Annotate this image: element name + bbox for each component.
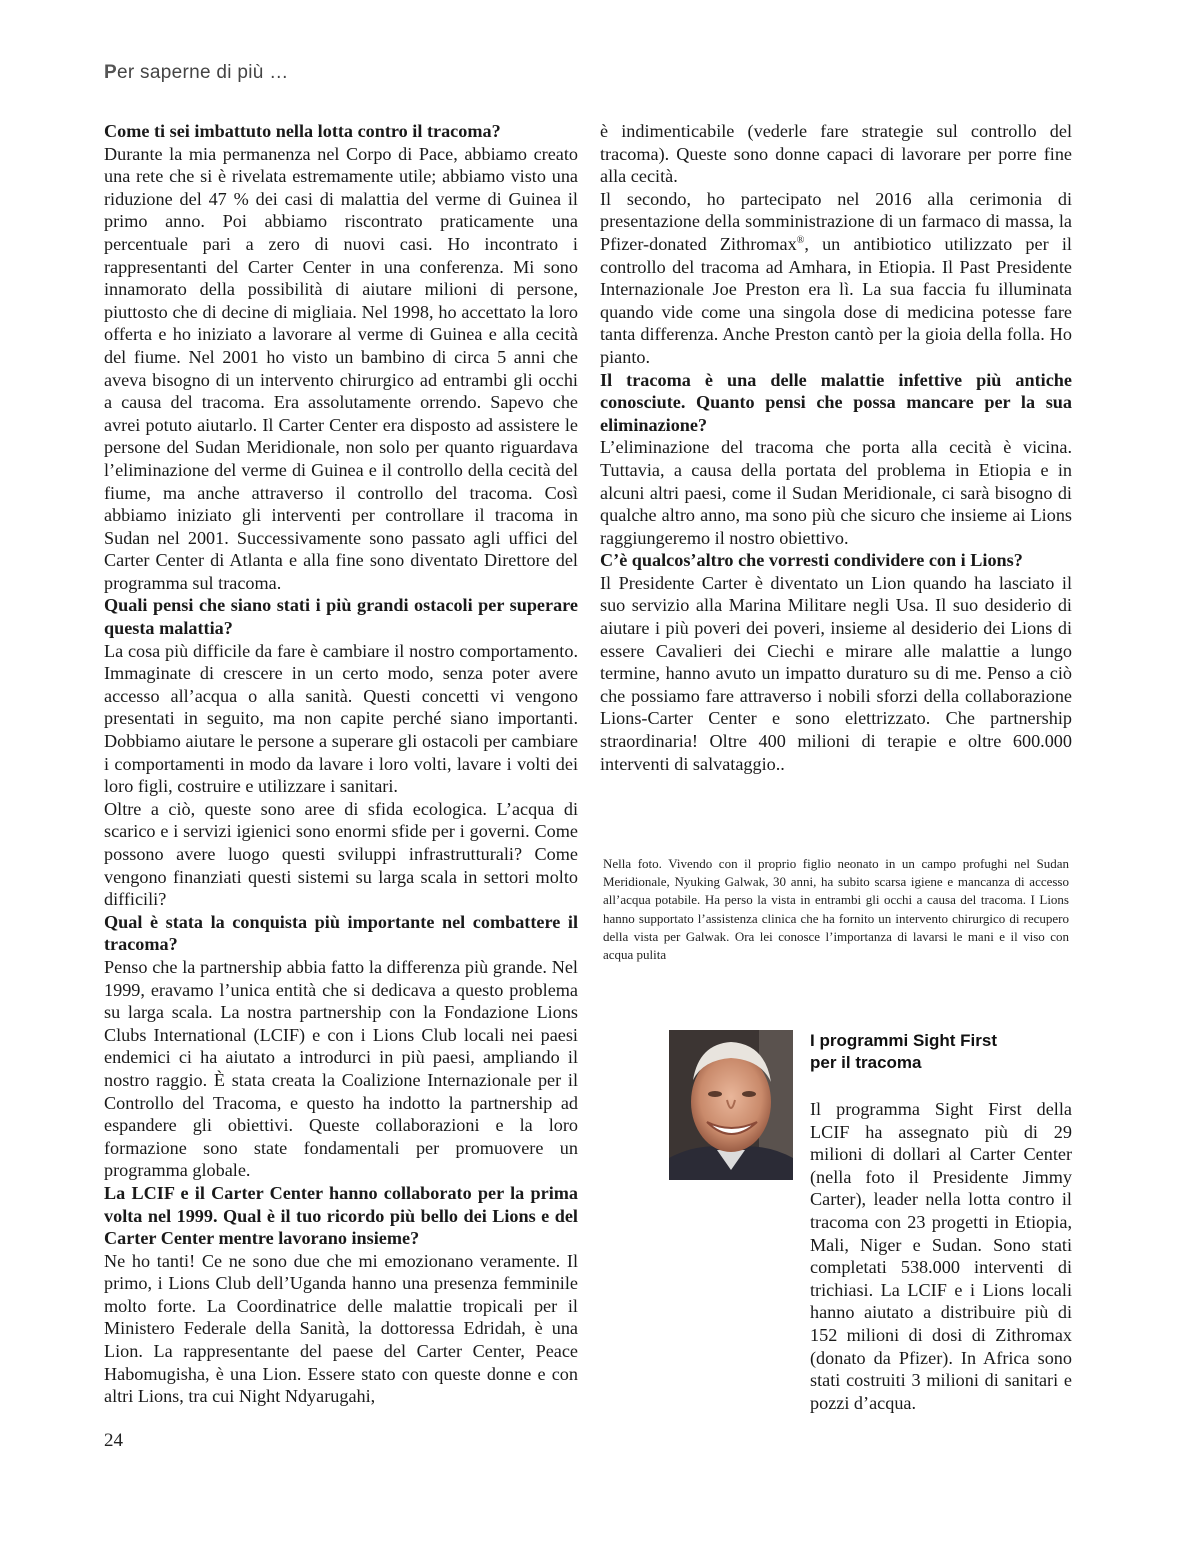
header-text: er saperne di più …	[116, 62, 289, 83]
running-header	[104, 62, 289, 84]
question-4: La LCIF e il Carter Center hanno collaborato per la prima volta nel 1999. Qual è il tuo ricordo più bello dei Lions e del Carter Center mentre lavorano insieme?	[104, 1182, 578, 1249]
sidebar-title	[810, 1030, 1070, 1074]
registered-mark: ®	[796, 234, 805, 246]
sidebar-title-line-2: per il tracoma	[810, 1053, 922, 1072]
photo-caption: Nella foto. Vivendo con il proprio figlio neonato in un campo profughi nel Sudan Meridionale, Nyuking Galwak, 30 anni, ha subito scarsa igiene e mancanza di accesso all’acqua potabile. Ha perso la vista in entrambi gli occhi a causa del tracoma. I Lions hanno supportato l’assistenza clinica che ha fornito un intervento chirurgico di recupero della vista per Galwak. Ora lei conosce l’importanza di lavarsi le mani e il viso con acqua pulita	[603, 856, 1069, 963]
question-2: Quali pensi che siano stati i più grandi ostacoli per superare questa malattia?	[104, 595, 578, 639]
question-3: Qual è stata la conquista più importante nel combattere il tracoma?	[104, 911, 578, 955]
left-column	[104, 120, 578, 1408]
answer-2a: La cosa più difficile da fare è cambiare il nostro comportamento. Immaginate di crescere in un certo modo, senza poter avere accesso all’acqua o alla sanità. Questi concetti vi vengono presentati in seguito, ma non capite perché siano importanti. Dobbiamo aiutare le persone a superare gli ostacoli per cambiare i comportamenti in modo da lavare i loro volti, lavare i volti dei loro figli, costruire e utilizzare i sanitari.	[104, 640, 578, 797]
header-initial: P	[104, 62, 117, 83]
answer-4: Ne ho tanti! Ce ne sono due che mi emozionano veramente. Il primo, i Lions Club dell’Uganda hanno una presenza femminile molto forte. La Coordinatrice delle malattie tropicali per il Ministero Federale della Sanità, la dottoressa Edridah, è una Lion. La rappresentante del paese del Carter Center, Peace Habomugisha, è una Lion. Essere stato con queste donne e con altri Lions, tra cui Night Ndyarugahi,	[104, 1250, 578, 1407]
question-5: Il tracoma è una delle malattie infettive più antiche conosciute. Quanto pensi che possa mancare per la sua eliminazione?	[600, 369, 1072, 435]
answer-6: Il Presidente Carter è diventato un Lion quando ha lasciato il suo servizio alla Marina Militare negli Usa. Il suo desiderio di aiutare i più poveri dei poveri, insieme al desiderio dei Lions di essere Cavalieri dei Ciechi e mirare alle malattie a lungo termine, hanno avuto un impatto duraturo su di me. Penso a ciò che possiamo fare attraverso i nobili sforzi della collaborazione Lions-Carter Center e sono elettrizzato. Che partnership straordinaria! Oltre 400 milioni di terapie e oltre 600.000 interventi di salvataggio..	[600, 572, 1072, 774]
question-6: C’è qualcos’altro che vorresti condividere con i Lions?	[600, 550, 1023, 571]
sidebar-title-line-1: I programmi Sight First	[810, 1031, 998, 1050]
answer-1: Durante la mia permanenza nel Corpo di Pace, abbiamo creato una rete che si è rivelata estremamente utile; abbiamo visto una riduzione del 47 % dei casi di malattia del verme di Guinea il primo anno. Poi abbiamo riscontrato praticamente una percentuale pari a zero di nuovi casi. Ho incontrato i rappresentanti del Carter Center in una conferenza. Mi sono innamorato della possibilità di aiutare milioni di persone, piuttosto che di decine di migliaia. Nel 1998, ho accettato la loro offerta e ho iniziato a lavorare al verme di Guinea e alla cecità del fiume. Nel 2001 ho visto un bambino di circa 5 anni che aveva bisogno di un intervento chirurgico ad entrambi gli occhi a causa del tracoma. Era assolutamente orrendo. Sapevo che avrei potuto aiutarlo. Il Carter Center era disposto ad assistere le persone del Sudan Meridionale, non solo per quanto riguardava l’eliminazione del verme di Guinea e il controllo della cecità del fiume, ma anche attraverso il controllo del tracoma. Così abbiamo iniziato gli interventi per controllare il tracoma in Sudan nel 2001. Successivamente sono passato agli uffici del Carter Center di Atlanta e alla fine sono diventato Direttore del programma sul tracoma.	[104, 143, 578, 593]
answer-4-second-memory: Il secondo, ho partecipato nel 2016 alla cerimonia di presentazione della somministrazione di un farmaco di massa, la Pfizer-donated Zithromax®, un antibiotico utilizzato per il controllo del tracoma ad Amhara, in Etiopia. Il Past Presidente Internazionale Joe Preston era lì. La sua faccia fu illuminata quando vide come una singola dose di medicina potesse fare tanta differenza. Anche Preston cantò per la gioia della folla. Ho pianto.	[600, 188, 1072, 367]
jimmy-carter-photo	[669, 1030, 793, 1180]
answer-5: L’eliminazione del tracoma che porta alla cecità è vicina. Tuttavia, a causa della portata del problema in Etiopia e in alcuni altri paesi, come il Sudan Meridionale, ci sarà bisogno di qualche altro anno, ma sono più che sicuro che insieme ai Lions raggiungeremo il nostro obiettivo.	[600, 437, 1072, 548]
answer-2b: Oltre a ciò, queste sono aree di sfida ecologica. L’acqua di scarico e i servizi igienici sono enormi sfide per i governi. Come possono avere luogo questi sviluppi infrastrutturali? Come vengono finanziati questi sistemi su larga scala in settori molto difficili?	[104, 798, 578, 910]
right-column	[600, 120, 1072, 775]
sidebar-text: Il programma Sight First della LCIF ha assegnato più di 29 milioni di dollari al Carter Center (nella foto il Presidente Jimmy Carter), leader nella lotta contro il tracoma con 23 progetti in Etiopia, Mali, Niger e Sudan. Sono stati completati 538.000 interventi di trichiasi. La LCIF e i Lions locali hanno aiutato a distribuire più di 152 milioni di dosi di Zithromax (donato da Pfizer). In Africa sono stati costruiti 3 milioni di sanitari e pozzi d’acqua.	[810, 1099, 1072, 1413]
answer-4-continued: è indimenticabile (vederle fare strategie sul controllo del tracoma). Queste sono donne capaci di lavorare per porre fine alla cecità.	[600, 121, 1072, 187]
question-1: Come ti sei imbattuto nella lotta contro il tracoma?	[104, 121, 501, 141]
answer-3: Penso che la partnership abbia fatto la differenza più grande. Nel 1999, eravamo l’unica entità che si dedicava a questo problema su larga scala. La nostra partnership con la Fondazione Lions Clubs International (LCIF) e con i Lions Club locali nei paesi endemici ci ha aiutato a introdurci in più paesi, ampliando il nostro raggio. È stata creata la Coalizione Internazionale per il Controllo del Tracoma, e questo ha indotto la partnership ad espandere gli obiettivi. Queste collaborazioni e la loro formazione sono state fondamentali per promuovere un programma globale.	[104, 956, 578, 1181]
page-number: 24	[104, 1430, 123, 1451]
